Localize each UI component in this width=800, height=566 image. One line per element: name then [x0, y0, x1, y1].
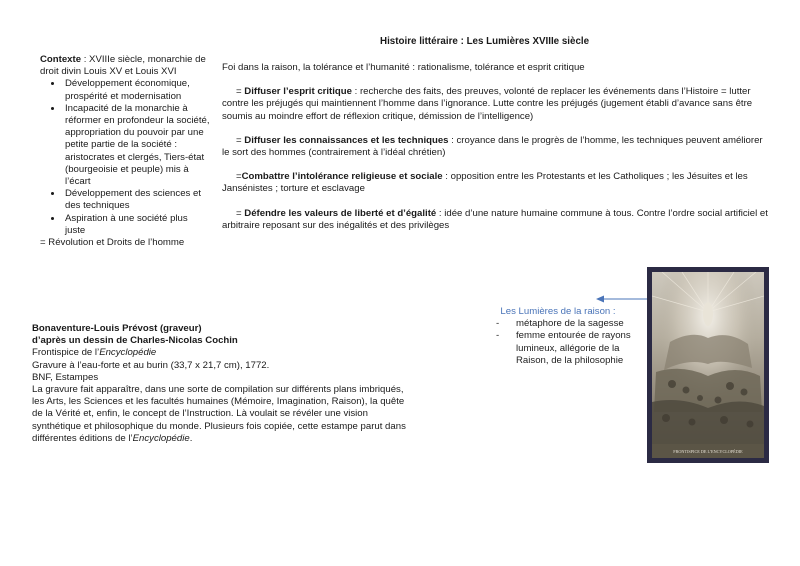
annotation-list — [492, 318, 632, 367]
point-text: : idée d’une nature humaine commune à tous. Contre l’ordre social artificiel et arbitraire reposant sur des inégalités et des privilèges — [222, 207, 768, 231]
context-item: • Incapacité de la monarchie à réformer en profondeur la société, appropriation du pouvoir par une petite partie de la société : aristocrates et clergés, Tiers-état (bourgeoisie et peuple) mis à l’écart — [63, 103, 210, 188]
caption-description: La gravure fait apparaître, dans une sorte de compilation sur différents plans imbriqués, les Arts, les Sciences et les facultés humaines (Mémoire, Imagination, Raison), la quête de la Vérité et, enfin, le concept de l’Instruction. Là voulait se révéler une vision synthétique et philosophique du monde. Plusieurs fois copiée, cette estampe parut dans différentes éditions de l’Encyclopédie. — [32, 384, 406, 444]
engraving-inscription: FRONTISPICE DE L’ENCYCLOPÉDIE — [673, 449, 743, 454]
point-prefix: = — [236, 171, 242, 183]
page-title: Histoire littéraire : Les Lumières XVIIIe siècle — [380, 36, 590, 47]
point-title: Combattre l’intolérance religieuse et sociale — [241, 171, 443, 183]
main-point — [222, 171, 770, 195]
main-point — [222, 208, 770, 232]
arrow-left-icon — [596, 293, 650, 305]
point-prefix: = — [236, 86, 245, 98]
main-text-block — [222, 62, 770, 232]
context-intro-text: : XVIIIe siècle, monarchie de droit divin Louis XV et Louis XVI — [40, 54, 206, 78]
caption-author: Bonaventure-Louis Prévost (graveur) — [32, 323, 202, 334]
main-point — [222, 135, 770, 159]
caption-after: d’après un dessin de Charles-Nicolas Cochin — [32, 335, 238, 347]
context-item: • Aspiration à une société plus juste — [63, 213, 210, 237]
point-prefix: = — [236, 207, 245, 219]
context-item: • Développement des sciences et des techniques — [63, 188, 210, 212]
context-intro — [40, 54, 210, 78]
engraving-illustration — [652, 272, 764, 458]
caption-source: BNF, Estampes — [32, 371, 99, 383]
context-conclusion: = Révolution et Droits de l’homme — [40, 237, 185, 249]
point-text: : croyance dans le progrès de l’homme, les techniques peuvent améliorer le sort des hommes (contrairement à l’idéal chrétien) — [222, 134, 763, 159]
point-title: Diffuser les connaissances et les techniques — [244, 134, 449, 146]
context-item: • Développement économique, prospérité et modernisation — [63, 78, 210, 102]
context-label: Contexte — [40, 54, 82, 65]
point-text: : recherche des faits, des preuves, volonté de replacer les événements dans l’Histoire = lutter contre les préjugés qui maintiennent l’homme dans l’ignorance. Lutte contre les préjugés (jugement établi d’avance sans être soumis au moindre effort de réflexion critique, démission de l’intelligence) — [222, 86, 753, 122]
engraving-image — [647, 267, 769, 463]
main-point — [222, 86, 770, 123]
annotation-item: - femme entourée de rayons lumineux, allégorie de la Raison, de la philosophie — [516, 330, 632, 367]
point-title: Défendre les valeurs de liberté et d’égalité — [244, 207, 437, 219]
point-text: : opposition entre les Protestants et les Catholiques ; les Jésuites et les Jansénistes ; torture et esclavage — [222, 171, 748, 195]
image-annotation — [492, 306, 632, 367]
engraving-caption — [32, 323, 412, 445]
annotation-heading: Les Lumières de la raison : — [500, 306, 616, 317]
caption-frontispiece-title: Encyclopédie — [99, 347, 157, 359]
caption-description-title: Encyclopédie — [132, 432, 190, 444]
caption-frontispiece: Frontispice de l’Encyclopédie — [32, 347, 157, 359]
main-intro: Foi dans la raison, la tolérance et l’humanité : rationalisme, tolérance et esprit critique — [222, 62, 585, 73]
context-block — [40, 54, 210, 249]
context-list — [40, 78, 210, 237]
caption-technique: Gravure à l’eau-forte et au burin (33,7 x 21,7 cm), 1772. — [32, 359, 270, 371]
point-prefix: = — [236, 134, 245, 146]
point-title: Diffuser l’esprit critique — [244, 86, 352, 98]
annotation-item: - métaphore de la sagesse — [516, 318, 632, 330]
